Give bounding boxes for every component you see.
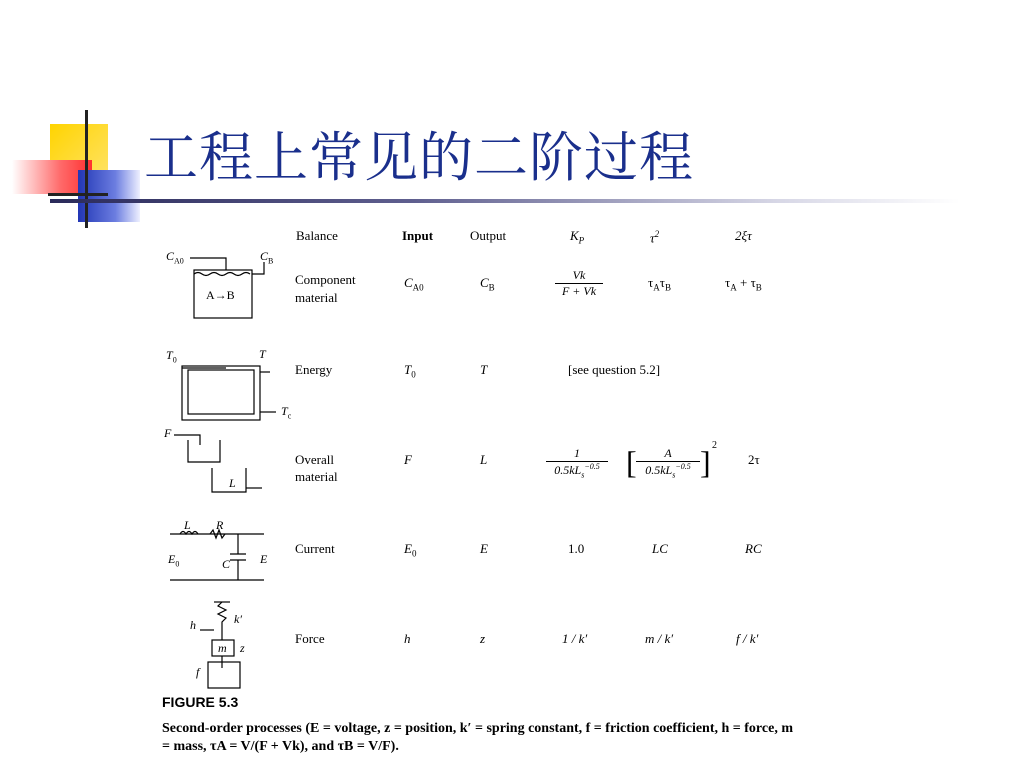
header-2xitau: 2ξτ: [735, 228, 752, 243]
row1-inlet-line: [190, 258, 226, 270]
row1-input-c: C: [404, 275, 413, 290]
diag1-out-label: [260, 249, 273, 265]
header-balance: Balance: [296, 228, 338, 243]
figure-caption-heading: FIGURE 5.3: [162, 694, 239, 710]
row3-tank1: [188, 440, 220, 462]
diag5-f-label: f: [196, 665, 200, 679]
row1-kp-numerator: Vk: [555, 268, 603, 284]
row5-damper: [208, 662, 240, 688]
row1-tau2-b-sub: B: [664, 282, 671, 293]
row1-tau2-b: τ: [659, 275, 665, 290]
row2-jacket: [182, 366, 260, 420]
diag4-c-label: C: [222, 557, 231, 571]
header-kp: [570, 228, 584, 249]
row5-balance: Force: [295, 631, 325, 646]
row4-balance: Current: [295, 541, 335, 556]
diag4-e-label: E: [260, 552, 268, 566]
row3-input: F: [404, 452, 412, 467]
header-tau2-sup: 2: [654, 229, 660, 239]
header-input: Input: [402, 228, 434, 243]
row3-output: L: [480, 452, 488, 467]
row5-2xitau: f / k′: [736, 631, 759, 646]
diag1-in-c: C: [166, 249, 175, 263]
decor-vertical-line: [85, 110, 88, 228]
title-underline: [50, 199, 960, 203]
row3-kp-denominator: [546, 462, 608, 479]
diag5-h-label: h: [190, 618, 196, 632]
row3-tau2-numerator: A: [636, 446, 700, 462]
row3-right-bracket: ]: [700, 444, 711, 480]
row2-input: [404, 362, 416, 383]
row4-input-sub: 0: [411, 548, 417, 559]
row1-2xitau-a-sub: A: [730, 282, 737, 293]
row4-input-e: E: [404, 541, 412, 556]
row1-liquid-surface: [194, 273, 250, 276]
row3-inflow: [174, 435, 200, 445]
diag4-e0-sub: 0: [175, 559, 180, 569]
diag2-in-sub: 0: [172, 355, 177, 365]
row1-balance-line2: material: [295, 290, 338, 305]
row3-tau2-den-sub: s: [672, 470, 676, 480]
row4-output: E: [480, 541, 488, 556]
row4-tau2: LC: [652, 541, 668, 556]
row3-kp-numerator: 1: [546, 446, 608, 462]
decor-horizontal-line: [48, 193, 108, 196]
diag5-m-label: m: [218, 641, 227, 655]
row3-tau2-den-base: 0.5kL: [645, 463, 673, 477]
row1-2xitau: [725, 275, 762, 296]
row1-kp-denominator: F + Vk: [561, 284, 597, 298]
row5-tau2: m / k′: [645, 631, 674, 646]
figure-caption-text: Second-order processes (E = voltage, z = position, k′ = spring constant, f = friction coefficient, h = force, m = mass, τA = V/(F + Vk), and τB = V/F).: [162, 721, 793, 754]
row5-kp: 1 / k′: [562, 631, 588, 646]
row1-2xitau-plus: + τ: [736, 275, 756, 290]
diag2-out-label: T: [259, 347, 266, 361]
row1-tau2-a-sub: A: [653, 282, 660, 293]
row1-balance-line1: Component: [295, 272, 356, 287]
row3-kp-den-base: 0.5kL: [554, 463, 582, 477]
row2-note: [see question 5.2]: [568, 362, 661, 377]
diag2-coolant-sub: c: [287, 411, 292, 421]
diag3-in-label: F: [164, 426, 172, 440]
row3-kp: [546, 446, 608, 479]
diag4-r-label: R: [216, 518, 224, 532]
row3-tau2: [636, 446, 700, 479]
row2-output: T: [480, 362, 488, 377]
header-output: Output: [470, 228, 507, 243]
header-kp-k: K: [570, 228, 579, 243]
slide-title: 工程上常见的二阶过程: [144, 126, 694, 189]
diag4-e0-label: [168, 552, 179, 568]
row3-tau2-power: 2: [712, 440, 717, 451]
diag1-out-sub: B: [268, 256, 274, 266]
diag2-coolant-t: T: [281, 404, 288, 418]
row1-kp: [555, 268, 603, 299]
row2-tank: [188, 370, 254, 414]
row4-2xitau: RC: [745, 541, 762, 556]
diag5-z-label: z: [240, 641, 245, 655]
diag2-coolant-label: [281, 404, 291, 420]
row1-output-sub: B: [488, 282, 495, 293]
row2-balance: Energy: [295, 362, 333, 377]
row4-kp: 1.0: [568, 541, 585, 556]
diag3-level-label: L: [229, 476, 236, 490]
row4-capacitor: [230, 534, 246, 580]
row1-input: [404, 275, 424, 296]
row3-kp-den-sup: −0.5: [584, 462, 600, 471]
row1-output-c: C: [480, 275, 489, 290]
row2-input-sub: 0: [411, 369, 416, 380]
diag1-in-sub: A0: [174, 256, 184, 266]
diag2-in-t: T: [166, 348, 173, 362]
diag4-e0-e: E: [168, 552, 176, 566]
diag1-out-c: C: [260, 249, 269, 263]
row1-tau2-a: τ: [648, 275, 654, 290]
row5-output: z: [480, 631, 486, 646]
row3-left-bracket: [: [626, 444, 637, 480]
row1-2xitau-a: τ: [725, 275, 731, 290]
row3-balance-line2: material: [295, 469, 338, 484]
diag5-k-label: k′: [234, 612, 242, 626]
row2-input-t: T: [404, 362, 412, 377]
row1-input-sub: A0: [412, 282, 424, 293]
diag1-in-label: [166, 249, 184, 265]
row1-output: [480, 275, 495, 296]
row3-balance-line1: Overall: [295, 452, 334, 467]
row5-input: h: [404, 631, 411, 646]
diag2-in-label: [166, 348, 177, 364]
header-kp-sub: P: [578, 235, 585, 246]
diag4-l-label: L: [184, 518, 191, 532]
row5-spring: [218, 602, 226, 640]
header-tau2-symbol: τ: [650, 230, 655, 246]
diag1-reaction: A→B: [206, 288, 235, 302]
row3-tau2-den-sup: −0.5: [675, 462, 691, 471]
header-tau2: [650, 226, 659, 246]
row1-2xitau-b-sub: B: [755, 282, 762, 293]
row1-tau2: [648, 275, 671, 296]
row3-tau2-denominator: [636, 462, 700, 479]
row4-input: [404, 541, 416, 562]
row3-kp-den-sub: s: [581, 470, 585, 480]
row3-2xitau: 2τ: [748, 452, 760, 467]
